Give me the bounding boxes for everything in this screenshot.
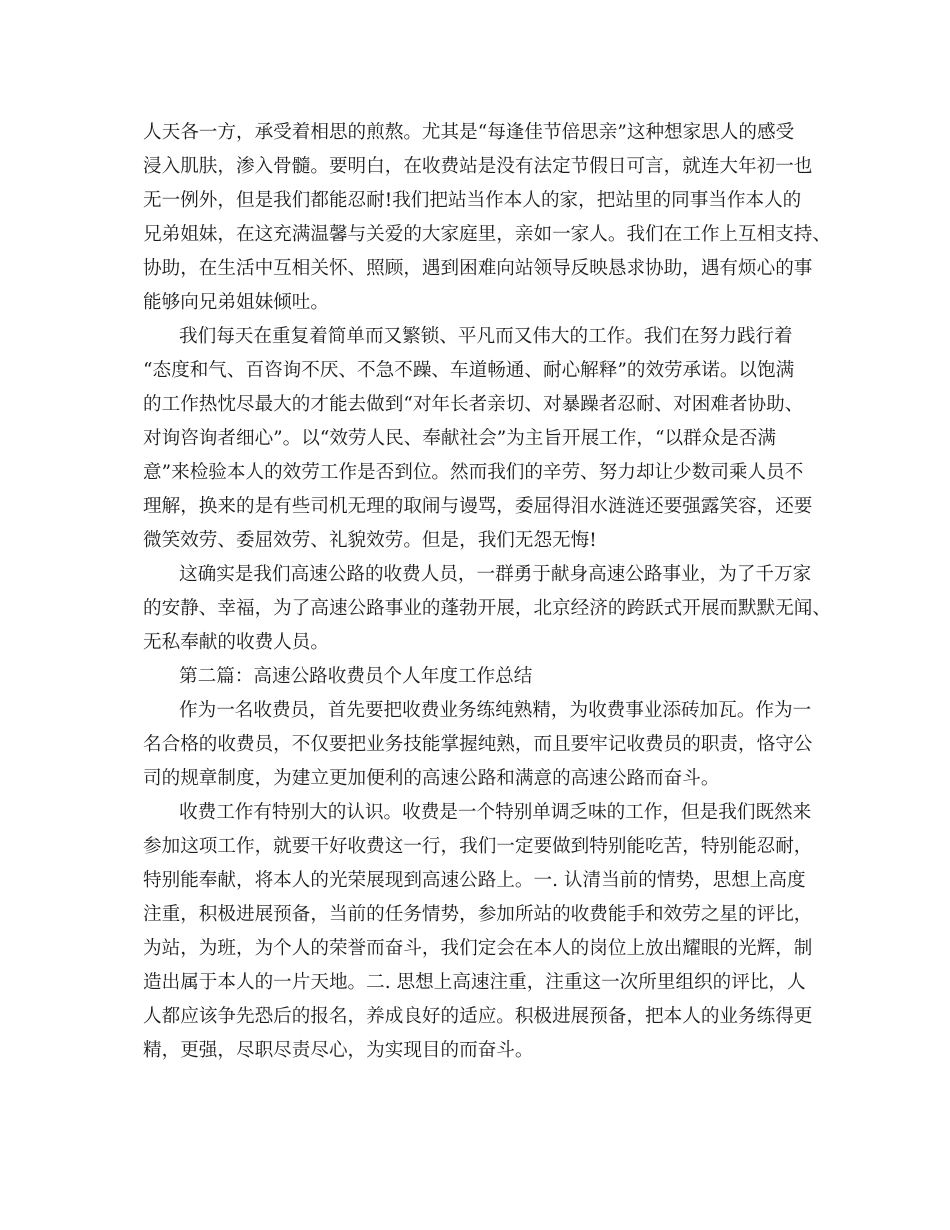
- text-line: 能够向兄弟姐妹倾吐。: [143, 292, 329, 313]
- text-line: “态度和气、百咨询不厌、不急不躁、车道畅通、耐心解释”的效劳承诺。以饱满: [143, 360, 795, 381]
- text-line: 我们每天在重复着简单而又繁锁、平凡而又伟大的工作。我们在努力践行着: [179, 326, 793, 347]
- text-line: 无一例外，但是我们都能忍耐!我们把站当作本人的家，把站里的同事当作本人的: [143, 190, 802, 211]
- text-line: 为站，为班，为个人的荣誉而奋斗，我们定会在本人的岗位上放出耀眼的光辉，制: [143, 938, 813, 959]
- text-line: 造出属于本人的一片天地。二. 思想上高速注重，注重这一次所里组织的评比，人: [143, 972, 806, 993]
- text-line: 人都应该争先恐后的报名，养成良好的适应。积极进展预备，把本人的业务练得更: [143, 1006, 813, 1027]
- text-line: 特别能奉献，将本人的光荣展现到高速公路上。一. 认清当前的情势，思想上高度: [143, 870, 806, 891]
- text-line: 兄弟姐妹，在这充满温馨与关爱的大家庭里，亲如一家人。我们在工作上互相支持、: [143, 224, 831, 245]
- section-heading: 第二篇：高速公路收费员个人年度工作总结: [179, 666, 533, 687]
- text-line: 收费工作有特别大的认识。收费是一个特别单调乏味的工作，但是我们既然来: [179, 802, 812, 823]
- text-line: 这确实是我们高速公路的收费人员，一群勇于献身高速公路事业，为了千万家: [179, 564, 812, 585]
- text-line: 理解，换来的是有些司机无理的取闹与谩骂，委屈得泪水涟涟还要强露笑容，还要: [143, 496, 813, 517]
- text-line: 名合格的收费员，不仅要把业务技能掌握纯熟，而且要牢记收费员的职责，恪守公: [143, 734, 813, 755]
- text-line: 参加这项工作，就要干好收费这一行，我们一定要做到特别能吃苦，特别能忍耐，: [143, 836, 813, 857]
- text-line: 注重，积极进展预备，当前的任务情势，参加所站的收费能手和效劳之星的评比，: [143, 904, 813, 925]
- document-body: [143, 116, 831, 1068]
- text-line: 的工作热忱尽最大的才能去做到“对年长者亲切、对暴躁者忍耐、对困难者协助、: [143, 394, 804, 415]
- text-line: 浸入肌肤，渗入骨髓。要明白，在收费站是没有法定节假日可言，就连大年初一也: [143, 156, 813, 177]
- text-line: 对询咨询者细心”。以“效劳人民、奉献社会”为主旨开展工作，“以群众是否满: [143, 428, 777, 449]
- text-line: 的安静、幸福，为了高速公路事业的蓬勃开展，北京经济的跨跃式开展而默默无闻、: [143, 598, 831, 619]
- text-line: 精，更强，尽职尽责尽心，为实现目的而奋斗。: [143, 1040, 534, 1061]
- text-line: 微笑效劳、委屈效劳、礼貌效劳。但是，我们无怨无悔!: [143, 530, 597, 551]
- text-line: 人天各一方，承受着相思的煎熬。尤其是“每逢佳节倍思亲”这种想家思人的感受: [143, 122, 795, 143]
- text-line: 协助，在生活中互相关怀、照顾，遇到困难向站领导反映恳求协助，遇有烦心的事: [143, 258, 813, 279]
- text-line: 无私奉献的收费人员。: [143, 632, 329, 653]
- text-line: 意”来检验本人的效劳工作是否到位。然而我们的辛劳、努力却让少数司乘人员不: [143, 462, 804, 483]
- text-line: 作为一名收费员，首先要把收费业务练纯熟精，为收费事业添砖加瓦。作为一: [179, 700, 812, 721]
- text-line: 司的规章制度，为建立更加便利的高速公路和满意的高速公路而奋斗。: [143, 768, 720, 789]
